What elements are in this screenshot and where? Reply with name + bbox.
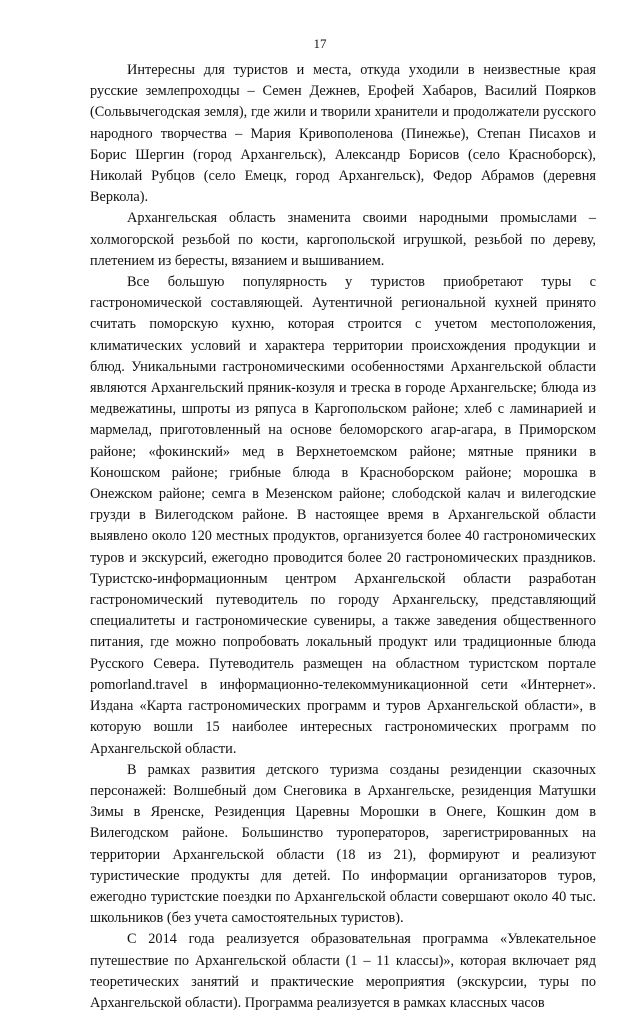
paragraph-explorers: Интересны для туристов и места, откуда уходили в неизвестные края русские землепроходцы – Семен Дежнев, Ерофей Хабаров, Василий Поярков (Сольвычегодская земля), где жили и творили хранители и продолжатели русского народного творчества – Мария Кривополенова (Пинежье), Степан Писахов и Борис Шергин (город Архангельск), Александр Борисов (село Красноборск), Николай Рубцов (село Емецк, город Архангельск), Федор Абрамов (деревня Веркола).	[90, 62, 596, 206]
page-number: 17	[313, 36, 327, 51]
paragraph-children-tourism: В рамках развития детского туризма созданы резиденции сказочных персонажей: Волшебный дом Снеговика в Архангельске, резиденция Матушки Зимы в Яренске, Резиденция Царевны Морошки в Онеге, Кошкин дом в Вилегодском районе. Большинство туроператоров, зарегистрированных на территории Архангельской области (18 из 21), формируют и реализуют туристические продукты для детей. По информации организаторов туров, ежегодно туристские поездки по Архангельской области совершают около 40 тыс. школьников (без учета самостоятельных туристов).	[90, 761, 596, 927]
paragraph-education-program: С 2014 года реализуется образовательная программа «Увлекательное путешествие по Архангельской области (1 – 11 классы)», которая включает ряд теоретических занятий и практические мероприятия (экскурсии, туры по Архангельской области). Программа реализуется в рамках классных часов	[90, 931, 596, 1011]
paragraph-crafts: Архангельская область знаменита своими народными промыслами – холмогорской резьбой по кости, каргопольской игрушкой, резьбой по дереву, плетением из бересты, вязанием и вышиванием.	[90, 210, 596, 269]
paragraph-gastronomy: Все большую популярность у туристов приобретают туры с гастрономической составляющей. Аутентичной региональной кухней принято считать поморскую кухню, которая строится с учетом местоположения, климатических условий и характера территории происхождения продукции и блюд. Уникальными гастрономическими особенностями Архангельской области являются Архангельский пряник-козуля и треска в городе Архангельске; блюда из медвежатины, шпроты из ряпуса в Каргопольском районе; хлеб с ламинарией и мармелад, приготовленный на основе беломорского агар-агара, в Приморском районе; «фокинский» мед в Верхнетоемском районе; мятные пряники в Коношском районе; грибные блюда в Красноборском районе; морошка в Онежском районе; семга в Мезенском районе; слободской калач и вилегодские грузди в Вилегодском районе. В настоящее время в Архангельской области выявлено около 120 местных продуктов, организуется более 40 гастрономических туров и экскурсий, ежегодно проводится более 20 гастрономических праздников. Туристско-информационным центром Архангельской области разработан гастрономический путеводитель по городу Архангельску, представляющий специалитеты и гастрономические сувениры, а также заведения общественного питания, где можно попробовать локальный продукт или традиционные блюда Русского Севера. Путеводитель размещен на областном туристском портале pomorland.travel в информационно-телекоммуникационной сети «Интернет». Издана «Карта гастрономических программ и туров Архангельской области», в которую вошли 15 наиболее интересных гастрономических программ по Архангельской области.	[90, 274, 596, 757]
body-text	[90, 60, 596, 1014]
